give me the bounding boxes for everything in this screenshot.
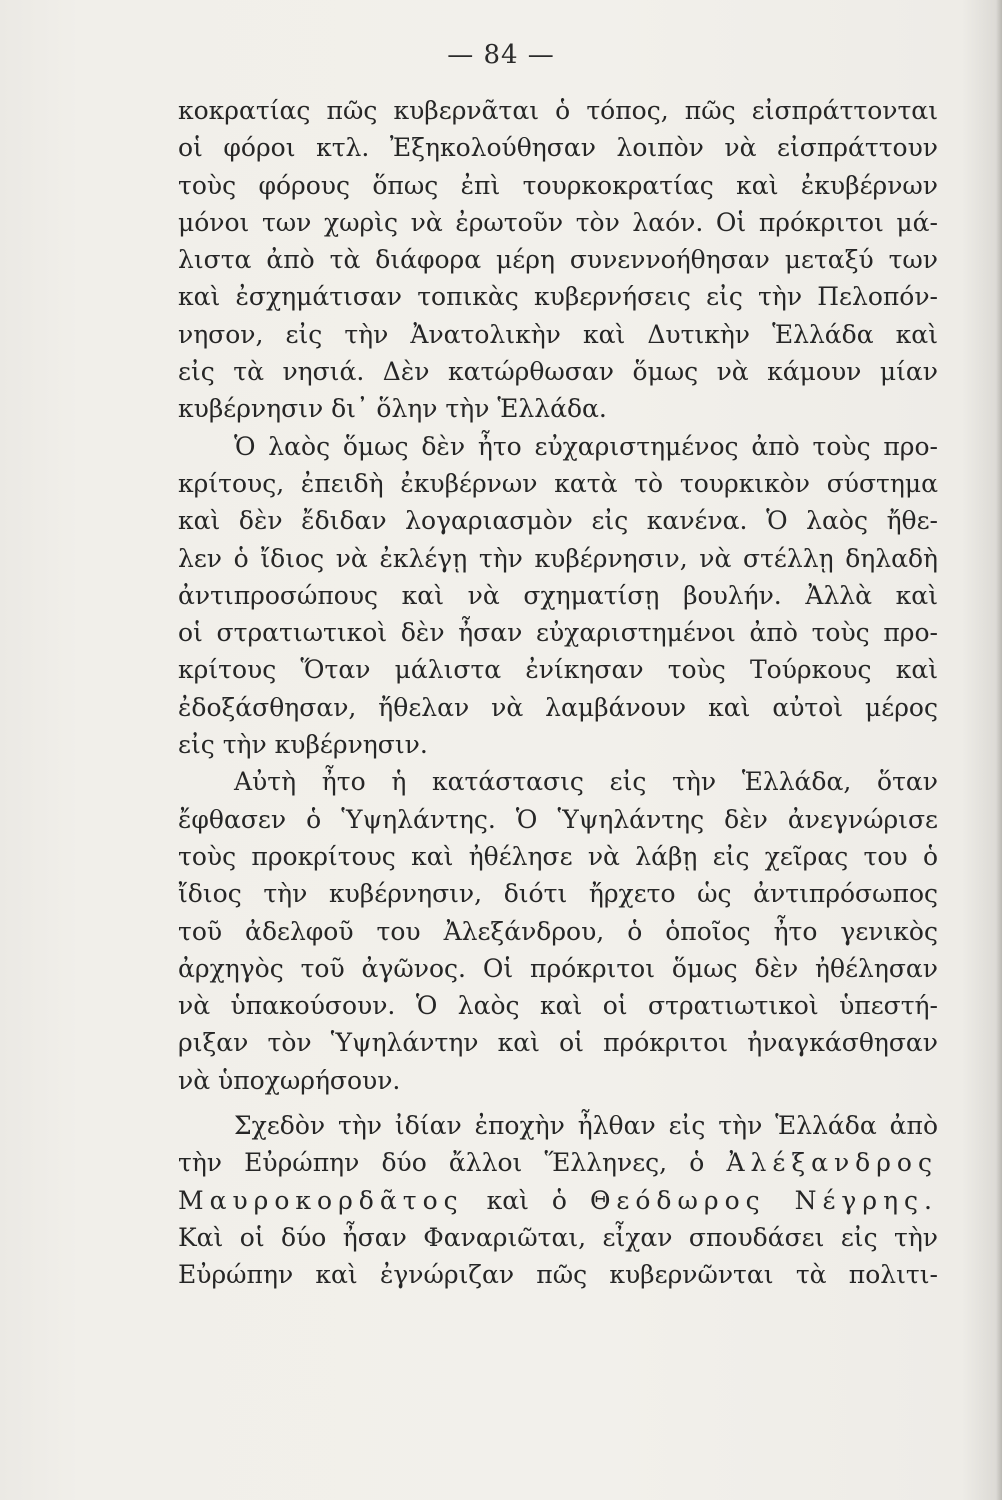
text-line: Αὐτὴ ἦτο ἡ κατάστασις εἰς τὴν Ἑλλάδα, ὅταν — [234, 767, 938, 797]
page-edge — [996, 0, 1002, 1500]
text-line: κοκρατίας πῶς κυβερνᾶται ὁ τόπος, πῶς εἰσπράττονται — [178, 96, 938, 125]
text-line: ἔφθασεν ὁ Ὑψηλάντης. Ὁ Ὑψηλάντης δὲν ἀνεγνώρισε — [178, 804, 938, 834]
text-line: Σχεδὸν τὴν ἰδίαν ἐποχὴν ἦλθαν εἰς τὴν Ἑλλάδα ἀπὸ — [234, 1111, 938, 1141]
text-line: Ὁ λαὸς ὅμως δὲν ἦτο εὐχαριστημένος ἀπὸ τοὺς προ- — [234, 431, 938, 461]
text-line: Εὐρώπην καὶ ἐγνώριζαν πῶς κυβερνῶνται τὰ πολιτι- — [178, 1260, 938, 1290]
text-line: εἰς τὴν κυβέρνησιν. — [178, 730, 428, 760]
text-line: οἱ φόροι κτλ. Ἐξηκολούθησαν λοιπὸν νὰ εἰσπράττουν — [178, 133, 938, 163]
text-line: τοὺς φόρους ὅπως ἐπὶ τουρκοκρατίας καὶ ἐκυβέρνων — [178, 170, 938, 200]
text-line: κρίτους Ὅταν μάλιστα ἐνίκησαν τοὺς Τούρκους καὶ — [178, 655, 938, 685]
text-line — [178, 1182, 938, 1219]
body-text — [178, 92, 938, 1294]
text-line: λεν ὁ ἴδιος νὰ ἐκλέγῃ τὴν κυβέρνησιν, νὰ στέλλῃ δηλαδὴ — [178, 543, 938, 573]
text-line: κρίτους, ἐπειδὴ ἐκυβέρνων κατὰ τὸ τουρκικὸν σύστημα — [178, 468, 938, 498]
text-line: καὶ δὲν ἔδιδαν λογαριασμὸν εἰς κανένα. Ὁ λαὸς ἤθε- — [178, 506, 938, 536]
spaced-name: Θεόδωρος Νέγρης. — [589, 1185, 938, 1215]
text-line: μόνοι των χωρὶς νὰ ἐρωτοῦν τὸν λαόν. Οἱ πρόκριτοι μά- — [178, 207, 938, 237]
text-line: ἀντιπροσώπους καὶ νὰ σχηματίσῃ βουλήν. Ἀλλὰ καὶ — [178, 580, 938, 610]
spaced-name: Μαυροκορδᾶτος — [178, 1185, 464, 1215]
text-line: νὰ ὑπακούσουν. Ὁ λαὸς καὶ οἱ στρατιωτικοὶ ὑπεστή- — [178, 991, 938, 1021]
text-line: ἐδοξάσθησαν, ἤθελαν νὰ λαμβάνουν καὶ αὐτοὶ μέρος — [178, 692, 938, 722]
text-line: τοῦ ἀδελφοῦ του Ἀλεξάνδρου, ὁ ὁποῖος ἦτο γενικὸς — [178, 916, 938, 946]
spaced-name: Ἀλέξανδρος — [726, 1148, 938, 1178]
text-fragment: καὶ ὁ — [486, 1185, 567, 1215]
text-fragment: τὴν Εὐρώπην δύο ἄλλοι Ἕλληνες, ὁ — [178, 1148, 705, 1178]
text-line: καὶ ἐσχημάτισαν τοπικὰς κυβερνήσεις εἰς τὴν Πελοπόν- — [178, 282, 938, 312]
text-line: τοὺς προκρίτους καὶ ἠθέλησε νὰ λάβῃ εἰς χεῖρας του ὁ — [178, 841, 938, 871]
text-line: λιστα ἀπὸ τὰ διάφορα μέρη συνεννοήθησαν μεταξύ των — [178, 245, 938, 275]
text-line: ἀρχηγὸς τοῦ ἀγῶνος. Οἱ πρόκριτοι ὅμως δὲν ἠθέλησαν — [178, 953, 938, 983]
text-line: ριξαν τὸν Ὑψηλάντην καὶ οἱ πρόκριτοι ἠναγκάσθησαν — [178, 1028, 938, 1058]
text-line: οἱ στρατιωτικοὶ δὲν ἦσαν εὐχαριστημένοι ἀπὸ τοὺς προ- — [178, 618, 938, 648]
text-line: ἴδιος τὴν κυβέρνησιν, διότι ἤρχετο ὡς ἀντιπρόσωπος — [178, 879, 938, 909]
text-line: εἰς τὰ νησιά. Δὲν κατώρθωσαν ὅμως νὰ κάμουν μίαν — [178, 357, 938, 387]
paragraph-gap — [178, 1099, 938, 1107]
text-line: κυβέρνησιν δι᾽ ὅλην τὴν Ἑλλάδα. — [178, 394, 607, 424]
text-line — [178, 1144, 938, 1181]
text-line: νησον, εἰς τὴν Ἀνατολικὴν καὶ Δυτικὴν Ἑλλάδα καὶ — [178, 319, 938, 349]
text-line: νὰ ὑποχωρήσουν. — [178, 1065, 401, 1095]
page-number: — 84 — — [447, 40, 555, 70]
text-line: Καὶ οἱ δύο ἦσαν Φαναριῶται, εἶχαν σπουδάσει εἰς τὴν — [178, 1222, 938, 1252]
